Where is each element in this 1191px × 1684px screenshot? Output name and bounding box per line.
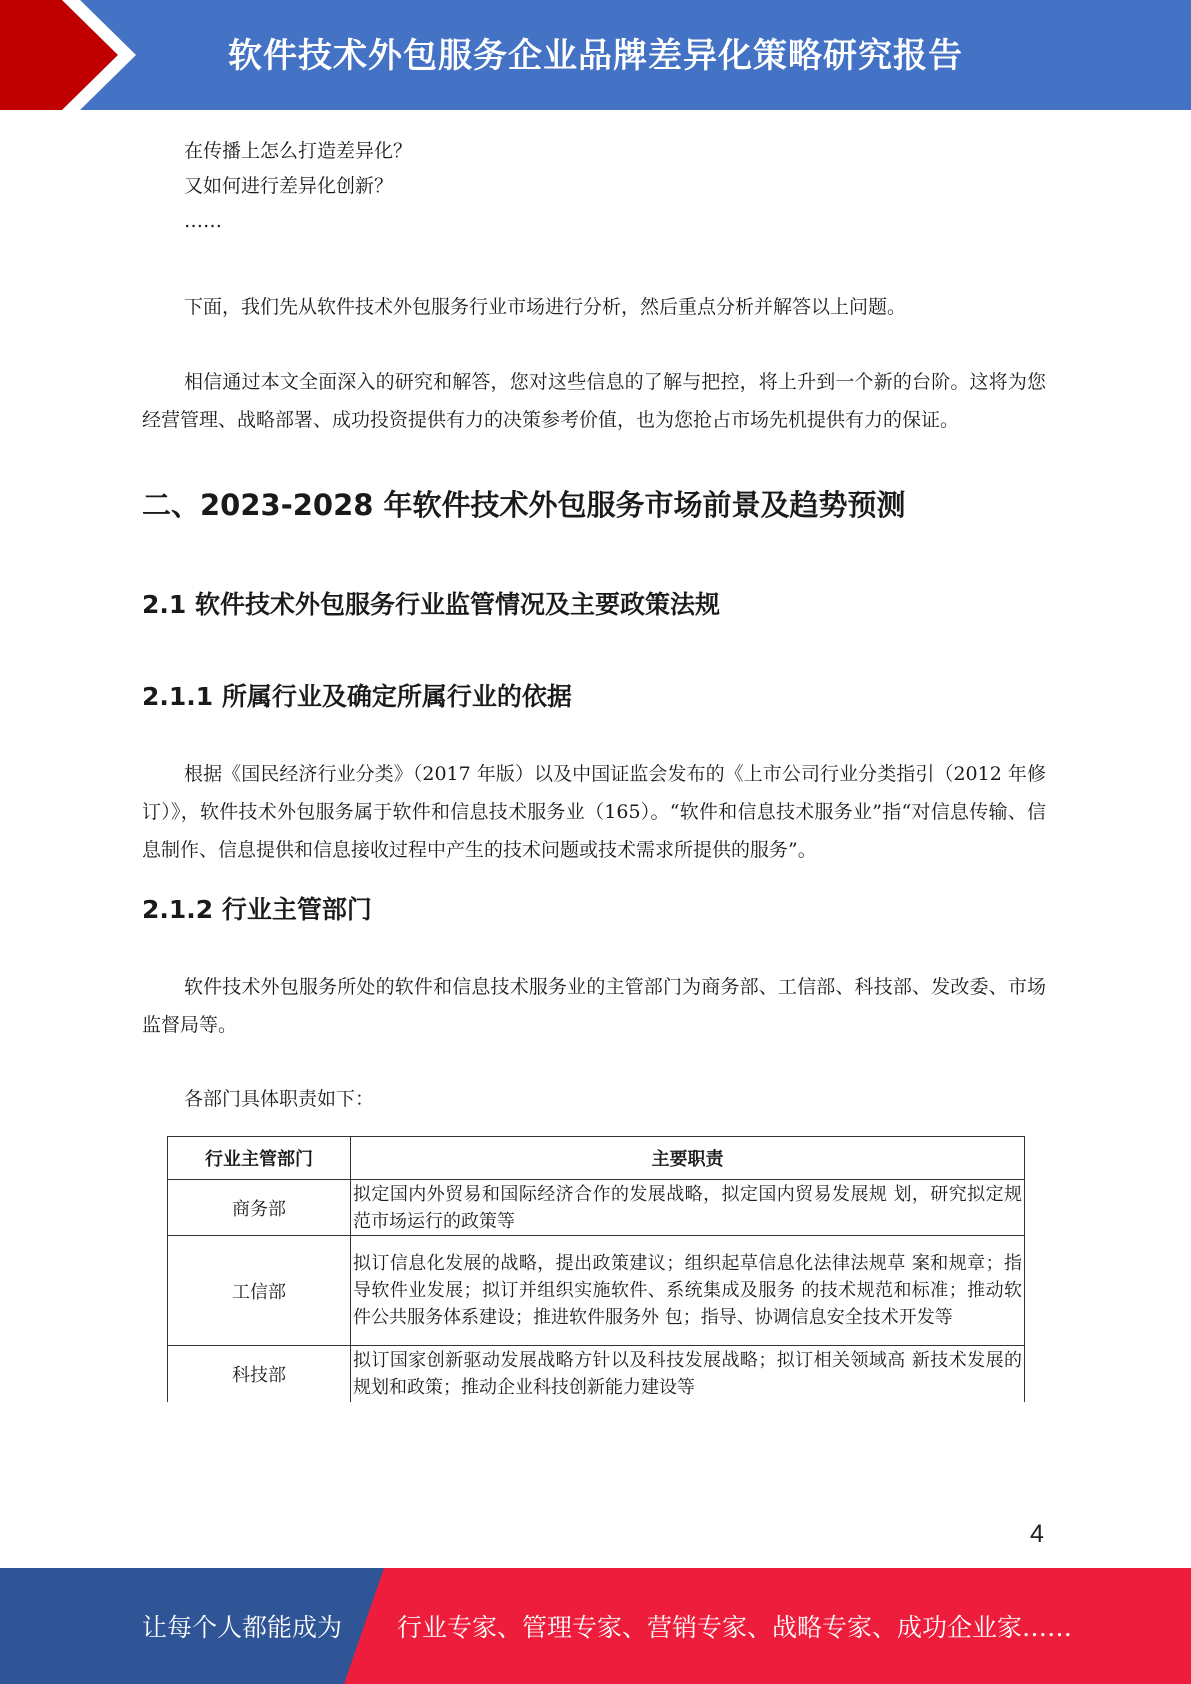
table-row [168,1236,1025,1346]
footer-band [0,1568,1191,1684]
page-number: 4 [1030,1520,1044,1548]
table-header-row [168,1137,1025,1180]
subsection-heading: 2.1.2 行业主管部门 [142,895,372,924]
department-cell: 商务部 [168,1180,351,1236]
page-content [142,110,1046,1402]
subsection-heading: 2.1.1 所属行业及确定所属行业的依据 [142,682,572,711]
footer-slogan-right: 行业专家、管理专家、营销专家、战略专家、成功企业家…… [397,1613,1073,1642]
intro-paragraph: 相信通过本文全面深入的研究和解答，您对这些信息的了解与把控，将上升到一个新的台阶。这将为您经营管理、战略部署、成功投资提供有力的决策参考价值，也为您抢占市场先机提供有力的保证。 [142,371,1046,431]
question-line: 又如何进行差异化创新？ [184,175,394,197]
duty-cell: 拟定国内外贸易和国际经济合作的发展战略，拟定国内贸易发展规 划，研究拟定规范市场运行的政策等 [351,1180,1025,1236]
table-header-cell: 主要职责 [351,1137,1025,1180]
report-title: 软件技术外包服务企业品牌差异化策略研究报告 [228,36,963,76]
header-band [0,0,1191,110]
body-paragraph: 各部门具体职责如下： [184,1088,375,1110]
question-line: …… [184,210,222,232]
section-heading: 二、2023-2028 年软件技术外包服务市场前景及趋势预测 [142,488,906,522]
duty-cell: 拟订信息化发展的战略，提出政策建议；组织起草信息化法律法规草 案和规章；指导软件业发展；拟订并组织实施软件、系统集成及服务 的技术规范和标准；推动软件公共服务体系建设；推进软件服务外 包；指导、协调信息安全技术开发等 [351,1236,1025,1346]
subsection-heading: 2.1 软件技术外包服务行业监管情况及主要政策法规 [142,590,720,619]
table-row [168,1346,1025,1402]
header-arrow-decoration [0,0,160,110]
body-paragraph: 根据《国民经济行业分类》（2017 年版）以及中国证监会发布的《上市公司行业分类指引（2012 年修订）》，软件技术外包服务属于软件和信息技术服务业（165）。“软件和信息技术服务业”指“对信息传输、信息制作、信息提供和信息接收过程中产生的技术问题或技术需求所提供的服务”。 [142,763,1046,861]
department-cell: 工信部 [168,1236,351,1346]
footer-slogan-left: 让每个人都能成为 [142,1613,343,1642]
table-header-cell: 行业主管部门 [168,1137,351,1180]
department-cell: 科技部 [168,1346,351,1402]
department-duties-table [167,1136,1025,1402]
table-row [168,1180,1025,1236]
duty-cell: 拟订国家创新驱动发展战略方针以及科技发展战略；拟订相关领域高 新技术发展的规划和政策；推动企业科技创新能力建设等 [351,1346,1025,1402]
question-line: 在传播上怎么打造差异化？ [184,140,413,162]
intro-paragraph: 下面，我们先从软件技术外包服务行业市场进行分析，然后重点分析并解答以上问题。 [184,296,907,318]
body-paragraph: 软件技术外包服务所处的软件和信息技术服务业的主管部门为商务部、工信部、科技部、发改委、市场监督局等。 [142,976,1046,1036]
